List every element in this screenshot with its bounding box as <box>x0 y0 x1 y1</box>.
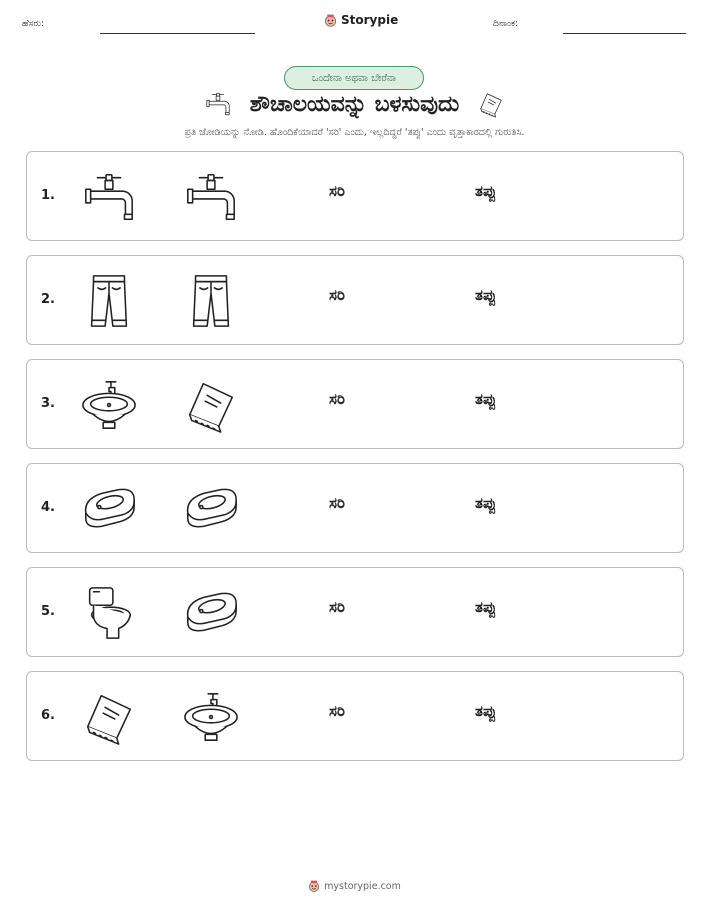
pants-icon <box>181 272 241 330</box>
picture-left <box>79 376 139 434</box>
picture-right <box>181 272 241 330</box>
option-same[interactable]: ಸರಿ <box>329 182 345 200</box>
storypie-logo-icon <box>308 880 320 892</box>
picture-right <box>181 376 241 434</box>
option-different[interactable]: ತಪ್ಪು <box>475 598 497 616</box>
pants-icon <box>79 272 139 330</box>
towel-icon <box>477 90 505 118</box>
tap-icon <box>79 168 139 226</box>
worksheet-type-badge: ಒಂದೇನಾ ಅಥವಾ ಬೇರೆನಾ <box>284 66 424 90</box>
instructions: ಪ್ರತಿ ಜೋಡಿಯನ್ನು ನೋಡಿ. ಹೊಂದಿಕೆಯಾದರೆ 'ಸರಿ' ಎಂದು, ಇಲ್ಲದಿದ್ದರೆ 'ತಪ್ಪು' ಎಂದು ವೃತ್ತಾಕಾರದಲ್ಲಿ ಗುರುತಿಸಿ. <box>184 127 525 138</box>
option-different[interactable]: ತಪ್ಪು <box>475 494 497 512</box>
towel-icon <box>181 376 241 434</box>
question-row <box>26 359 684 449</box>
footer-url: mystorypie.com <box>324 880 401 892</box>
picture-right <box>181 584 241 642</box>
soap-icon <box>79 480 139 538</box>
option-different[interactable]: ತಪ್ಪು <box>475 390 497 408</box>
towel-icon <box>79 688 139 746</box>
question-list <box>26 151 684 775</box>
option-same[interactable]: ಸರಿ <box>329 598 345 616</box>
tap-icon <box>204 90 232 118</box>
option-different[interactable]: ತಪ್ಪು <box>475 702 497 720</box>
question-row <box>26 671 684 761</box>
name-write-line[interactable] <box>100 33 255 34</box>
question-row <box>26 255 684 345</box>
picture-left <box>79 584 139 642</box>
option-same[interactable]: ಸರಿ <box>329 702 345 720</box>
question-number: 3. <box>41 396 55 411</box>
date-write-line[interactable] <box>563 33 686 34</box>
question-row <box>26 567 684 657</box>
question-number: 2. <box>41 292 55 307</box>
option-different[interactable]: ತಪ್ಪು <box>475 286 497 304</box>
soap-icon <box>181 480 241 538</box>
footer <box>0 880 709 892</box>
question-number: 1. <box>41 188 55 203</box>
question-number: 4. <box>41 500 55 515</box>
page-title: ಶೌಚಾಲಯವನ್ನು ಬಳಸುವುದು <box>249 91 460 117</box>
brand <box>324 13 398 27</box>
picture-left <box>79 272 139 330</box>
picture-left <box>79 168 139 226</box>
brand-name: Storypie <box>341 13 399 27</box>
question-row <box>26 463 684 553</box>
toilet-icon <box>79 584 139 642</box>
tap-icon <box>181 168 241 226</box>
picture-left <box>79 480 139 538</box>
sink-icon <box>181 688 241 746</box>
title-row <box>0 86 709 122</box>
storypie-logo-icon <box>324 14 337 27</box>
sink-icon <box>79 376 139 434</box>
picture-right <box>181 168 241 226</box>
option-different[interactable]: ತಪ್ಪು <box>475 182 497 200</box>
worksheet-header <box>0 0 709 40</box>
name-label: ಹೆಸರು: <box>22 19 45 29</box>
picture-right <box>181 688 241 746</box>
picture-left <box>79 688 139 746</box>
option-same[interactable]: ಸರಿ <box>329 390 345 408</box>
option-same[interactable]: ಸರಿ <box>329 286 345 304</box>
soap-icon <box>181 584 241 642</box>
question-number: 5. <box>41 604 55 619</box>
picture-right <box>181 480 241 538</box>
date-label: ದಿನಾಂಕ: <box>493 19 519 29</box>
question-number: 6. <box>41 708 55 723</box>
option-same[interactable]: ಸರಿ <box>329 494 345 512</box>
question-row <box>26 151 684 241</box>
